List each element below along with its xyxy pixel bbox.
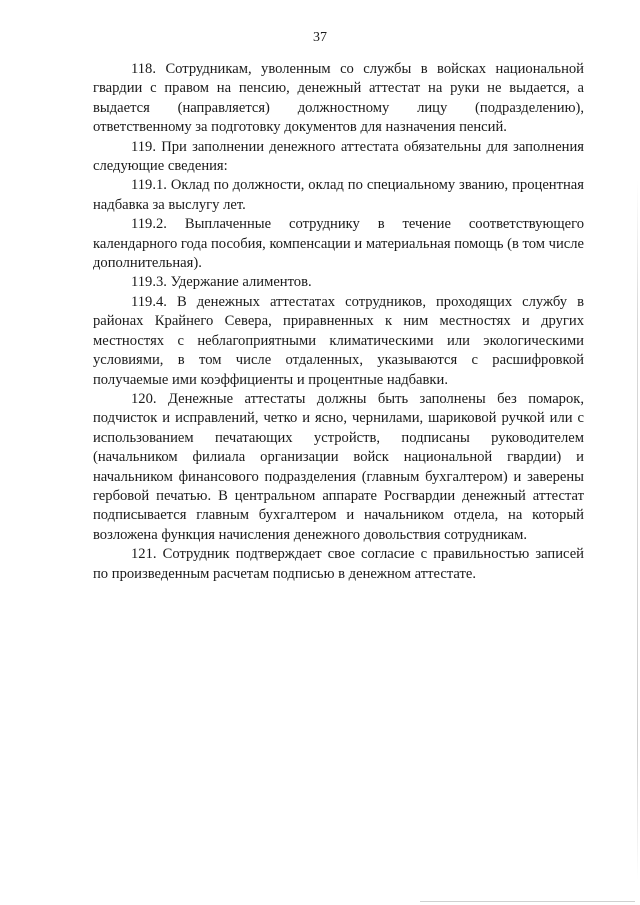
- paragraph-118: 118. Сотрудникам, уволенным со службы в войсках национальной гвардии с правом на пенсию, денежный аттестат на руки не выдается, а выдается (направляется) должностному лицу (подразделению), ответственному за подготовку документов для назначения пенсий.: [93, 61, 584, 136]
- paragraph-120: 120. Денежные аттестаты должны быть заполнены без помарок, подчисток и исправлений, четко и ясно, чернилами, шариковой ручкой или с использованием печатающих устройств, подписаны руководителем (начальником филиала организации войск национальной гвардии) и начальником финансового подразделения (главным бухгалтером) и заверены гербовой печатью. В центральном аппарате Росгвардии денежный аттестат подписывается главным бухгалтером и начальником отдела, на который возложена функция начисления денежного довольствия сотрудникам.: [93, 390, 584, 543]
- scan-bottom-line: [420, 901, 635, 902]
- paragraph-119-2: 119.2. Выплаченные сотруднику в течение соответствующего календарного года пособия, компенсации и материальная помощь (в том числе дополнительная).: [93, 216, 584, 272]
- paragraph-121: 121. Сотрудник подтверждает свое согласие с правильностью записей по произведенным расчетам подписью в денежном аттестате.: [93, 546, 584, 582]
- page-number: 37: [313, 30, 327, 45]
- paragraph-119-4: 119.4. В денежных аттестатах сотрудников, проходящих службу в районах Крайнего Севера, приравненных к ним местностях и других местностях с неблагоприятными климатическими или экологическими условиями, в том числе отдаленных, указываются с расшифровкой получаемые ими коэффициенты и процентные надбавки.: [93, 293, 584, 388]
- paragraph-119: 119. При заполнении денежного аттестата обязательны для заполнения следующие сведения:: [93, 138, 584, 175]
- paragraph-119-3: 119.3. Удержание алиментов.: [131, 274, 312, 291]
- paragraph-119-1: 119.1. Оклад по должности, оклад по специальному званию, процентная надбавка за выслугу лет.: [93, 177, 584, 213]
- scan-edge-line: [637, 180, 638, 880]
- document-body: [93, 60, 584, 584]
